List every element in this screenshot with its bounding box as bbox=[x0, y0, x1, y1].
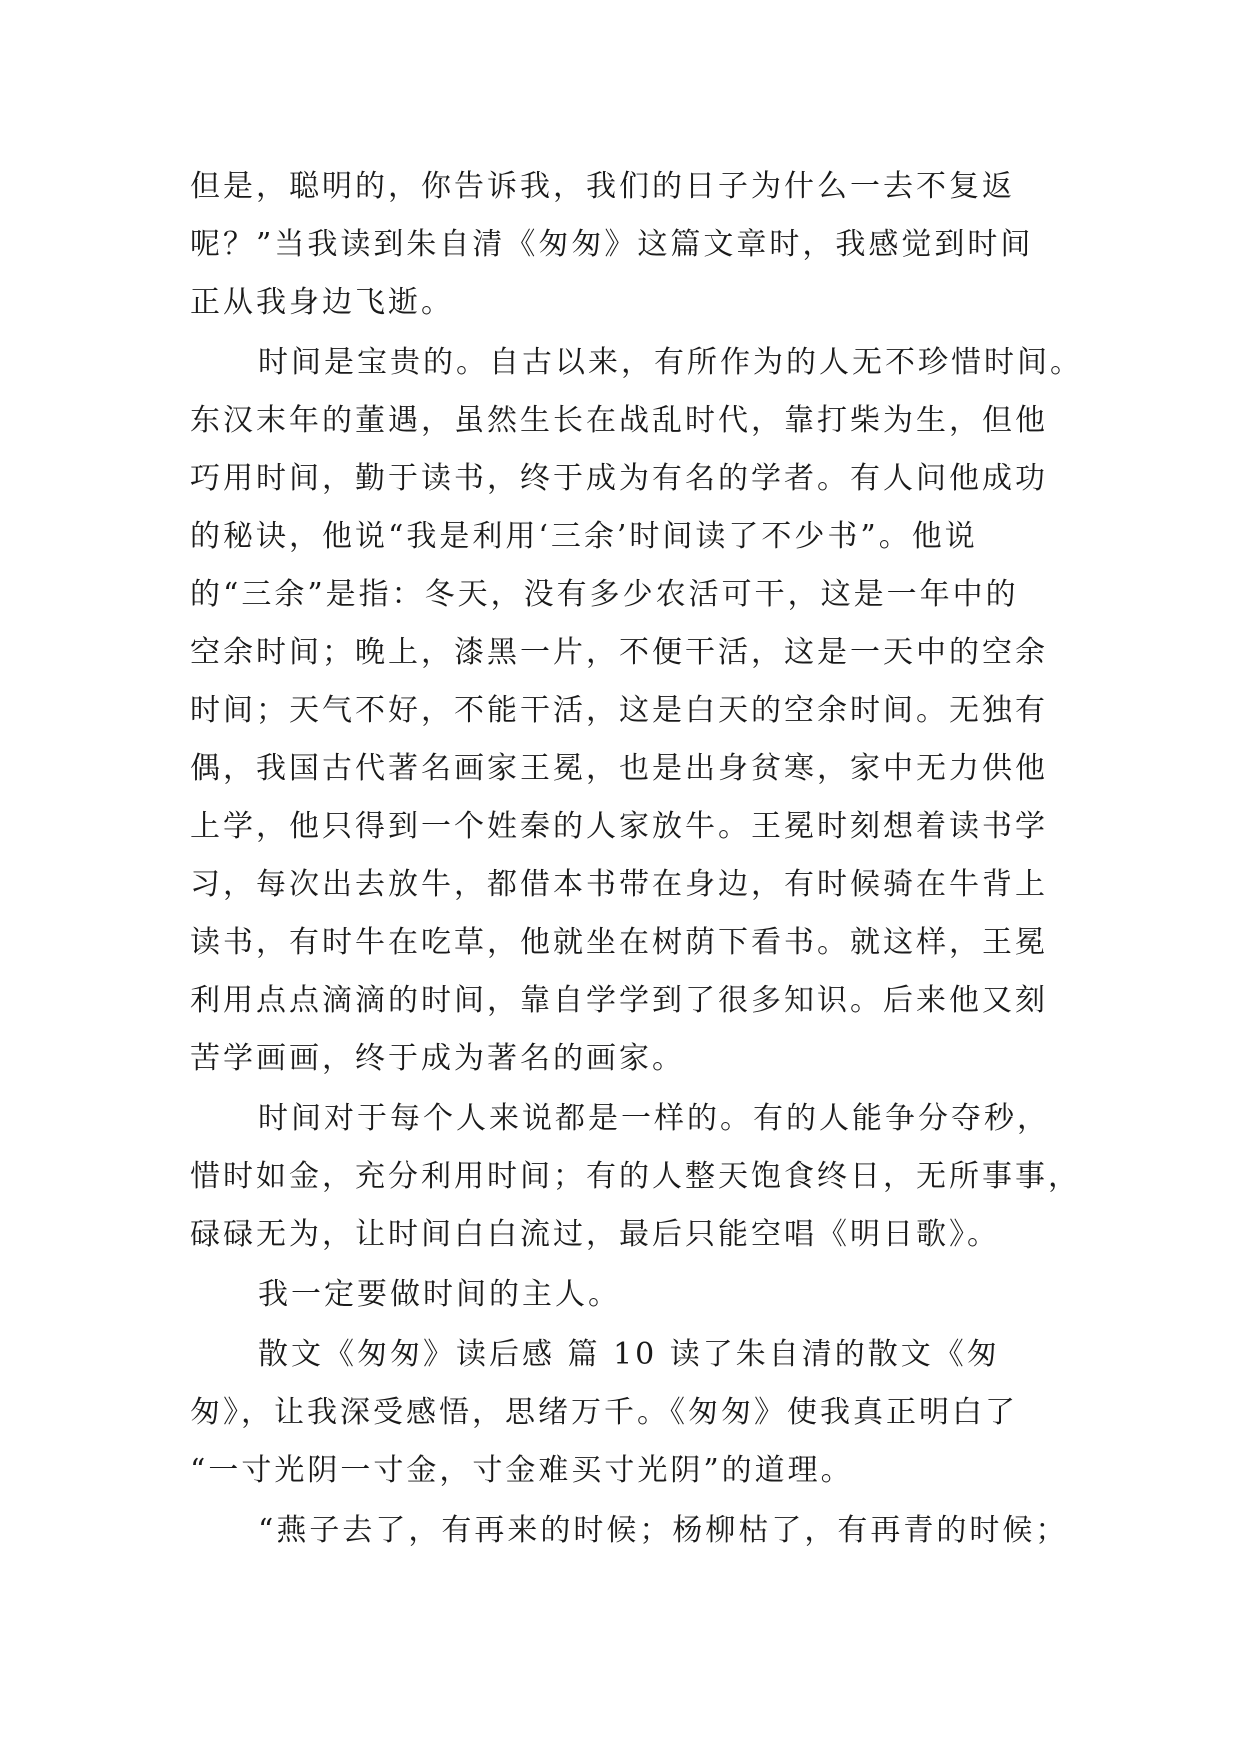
text-line: 巧用时间，勤于读书，终于成为有名的学者。有人问他成功 bbox=[190, 461, 1048, 496]
text-line: 惜时如金，充分利用时间；有的人整天饱食终日，无所事事， bbox=[190, 1159, 1081, 1194]
text-line: 上学，他只得到一个姓秦的人家放牛。王冕时刻想着读书学 bbox=[190, 809, 1048, 844]
text-line: 苦学画画，终于成为著名的画家。 bbox=[190, 1041, 685, 1076]
paragraph-start-line: 时间对于每个人来说都是一样的。有的人能争分夺秒， bbox=[258, 1101, 1050, 1136]
text-line: 空余时间；晚上，漆黑一片，不便干活，这是一天中的空余 bbox=[190, 635, 1048, 670]
paragraph-start-line: 我一定要做时间的主人。 bbox=[258, 1277, 621, 1312]
text-line: 呢？”当我读到朱自清《匆匆》这篇文章时，我感觉到时间 bbox=[190, 227, 1034, 262]
text-line: 习，每次出去放牛，都借本书带在身边，有时候骑在牛背上 bbox=[190, 867, 1048, 902]
text-line: 但是，聪明的，你告诉我，我们的日子为什么一去不复返 bbox=[190, 169, 1015, 204]
text-line: 碌碌无为，让时间白白流过，最后只能空唱《明日歌》。 bbox=[190, 1217, 1000, 1252]
paragraph-start-line: “燕子去了，有再来的时候；杨柳枯了，有再青的时候； bbox=[258, 1513, 1069, 1548]
text-line: “一寸光阴一寸金，寸金难买寸光阴”的道理。 bbox=[190, 1453, 854, 1488]
text-line: 偶，我国古代著名画家王冕，也是出身贫寒，家中无力供他 bbox=[190, 751, 1048, 786]
text-line: 的秘诀，他说“我是利用‘三余’时间读了不少书”。他说 bbox=[190, 519, 978, 554]
text-line: 东汉末年的董遇，虽然生长在战乱时代，靠打柴为生，但他 bbox=[190, 403, 1048, 438]
paragraph-start-line: 时间是宝贵的。自古以来，有所作为的人无不珍惜时间。 bbox=[258, 345, 1083, 380]
text-line: 时间；天气不好，不能干活，这是白天的空余时间。无独有 bbox=[190, 693, 1048, 728]
text-line: 正从我身边飞逝。 bbox=[190, 285, 454, 320]
text-line: 利用点点滴滴的时间，靠自学学到了很多知识。后来他又刻 bbox=[190, 983, 1048, 1018]
text-line: 的“三余”是指：冬天，没有多少农活可干，这是一年中的 bbox=[190, 577, 1019, 612]
text-line: 匆》，让我深受感悟，思绪万千。《匆匆》使我真正明白了 bbox=[190, 1395, 1018, 1430]
text-line: 读书，有时牛在吃草，他就坐在树荫下看书。就这样，王冕 bbox=[190, 925, 1048, 960]
document-body bbox=[190, 158, 1083, 1560]
section-heading-line: 散文《匆匆》读后感 篇 10 读了朱自清的散文《匆 bbox=[258, 1337, 1000, 1372]
